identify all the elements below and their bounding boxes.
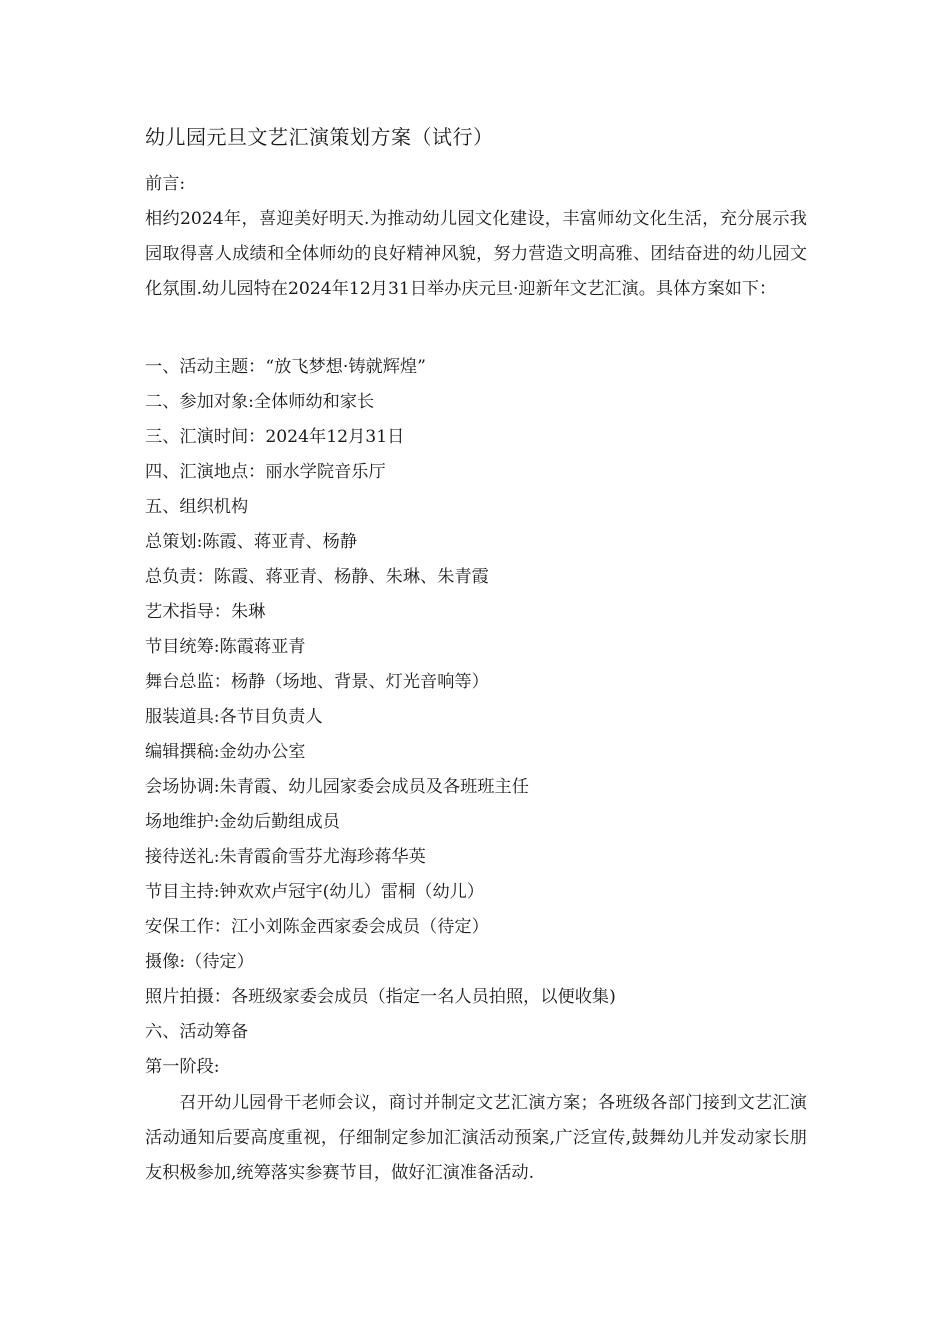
item-preparation: 六、活动筹备 <box>145 1022 249 1042</box>
item-time: 三、汇演时间：2024年12月31日 <box>145 427 405 447</box>
item-stage-director: 舞台总监：杨静（场地、背景、灯光音响等） <box>145 672 489 692</box>
stage-one-paragraph: 召开幼儿园骨干老师会议，商讨并制定文艺汇演方案；各班级各部门接到文艺汇演活动通知后要高度重视，仔细制定参加汇演活动预案,广泛宣传,鼓舞幼儿并发动家长朋友积极参加,统筹落实参赛节目，做好汇演准备活动. <box>145 1093 807 1184</box>
item-art-director: 艺术指导：朱琳 <box>145 602 266 622</box>
item-site-maintenance: 场地维护:金幼后勤组成员 <box>145 812 340 832</box>
item-security: 安保工作：江小刘陈金西家委会成员（待定） <box>145 917 489 937</box>
item-program-coordinator: 节目统筹:陈霞蒋亚青 <box>145 637 306 657</box>
item-venue: 四、汇演地点：丽水学院音乐厅 <box>145 462 386 482</box>
item-photography: 照片拍摄：各班级家委会成员（指定一名人员拍照，以便收集) <box>145 987 616 1007</box>
item-editing: 编辑撰稿:金幼办公室 <box>145 742 306 762</box>
item-stage-one: 第一阶段: <box>145 1057 220 1077</box>
item-reception: 接待送礼:朱青霞俞雪芬尤海珍蒋华英 <box>145 847 426 867</box>
intro-paragraph: 相约2024年，喜迎美好明天.为推动幼儿园文化建设，丰富师幼文化生活，充分展示我园取得喜人成绩和全体师幼的良好精神风貌，努力营造文明高雅、团结奋进的幼儿园文化氛围.幼儿园特在2024年12月31日举办庆元旦·迎新年文艺汇演。具体方案如下： <box>145 209 807 300</box>
item-costumes: 服装道具:各节目负责人 <box>145 707 323 727</box>
item-venue-coordination: 会场协调:朱青霞、幼儿园家委会成员及各班班主任 <box>145 777 529 797</box>
item-organization: 五、组织机构 <box>145 497 249 517</box>
item-participants: 二、参加对象:全体师幼和家长 <box>145 392 375 412</box>
item-chief-planner: 总策划:陈霞、蒋亚青、杨静 <box>145 532 358 552</box>
item-video: 摄像:（待定） <box>145 952 254 972</box>
document-title: 幼儿园元旦文艺汇演策划方案（试行） <box>145 125 494 149</box>
item-theme: 一、活动主题：“放飞梦想·铸就辉煌” <box>145 357 426 377</box>
item-hosts: 节目主持:钟欢欢卢冠宇(幼儿）雷桐（幼儿） <box>145 882 485 902</box>
preface-label: 前言: <box>145 174 186 194</box>
item-chief-responsible: 总负责：陈霞、蒋亚青、杨静、朱琳、朱青霞 <box>145 567 489 587</box>
